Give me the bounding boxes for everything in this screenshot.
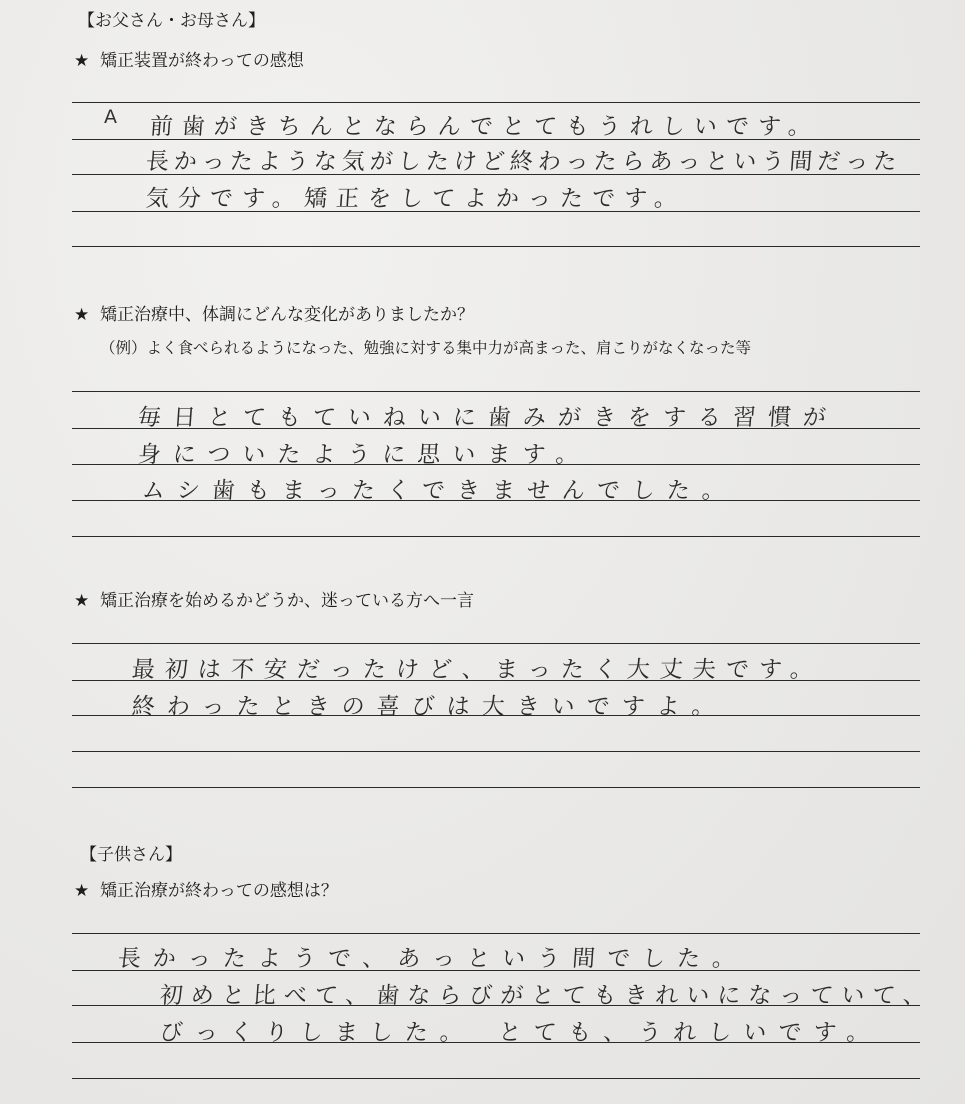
answer-line [72, 246, 920, 247]
handwritten-answer-line: 終わったときの喜びは大きいですよ。 [130, 694, 728, 720]
handwritten-answer-line: 最初は不安だったけど、まったく大丈夫です。 [130, 657, 824, 683]
handwritten-answer-line: ムシ歯もまったくできませんでした。 [140, 478, 738, 504]
answer-line [72, 787, 920, 788]
answer-line [72, 1078, 920, 1079]
handwritten-answer-line: 身についたように思います。 [136, 442, 592, 468]
handwritten-answer-line: 長かったようで、あっという間でした。 [116, 946, 749, 972]
handwritten-answer-line: びっくりしました。 とても、うれしいです。 [158, 1020, 883, 1046]
star-icon: ★ [74, 305, 90, 325]
handwritten-answer-line: 初めと比べて、歯ならびがとてもきれいになっていて、 [158, 983, 935, 1009]
answer-line [72, 933, 920, 934]
question-text: 矯正治療が終わっての感想は？ [100, 881, 338, 901]
section-header-children: 【子供さん】 [80, 845, 182, 865]
handwritten-answer-line: 前歯がきちんとならんでとてもうれしいです。 [148, 114, 821, 140]
question-example: （例）よく食べられるようになった、勉強に対する集中力が高まった、肩こりがなくなった等 [100, 339, 752, 357]
question-parents-2 [74, 300, 474, 325]
question-text: 矯正治療中、体調にどんな変化がありましたか？ [100, 305, 474, 325]
question-parents-3 [74, 586, 474, 611]
handwritten-answer-line: 毎日とてもていねいに歯みがきをする習慣が [136, 405, 839, 431]
answer-line [72, 751, 920, 752]
handwritten-answer-line: 気分です。矯正をしてよかったです。 [144, 186, 688, 212]
question-children-1 [74, 876, 338, 901]
answer-line [72, 391, 920, 392]
answer-line [72, 102, 920, 103]
question-text: 矯正治療を始めるかどうか、迷っている方へ一言 [100, 591, 474, 611]
answer-mark: A [104, 106, 117, 128]
star-icon: ★ [74, 591, 90, 611]
question-parents-1 [74, 46, 304, 71]
star-icon: ★ [74, 881, 90, 901]
answer-line [72, 643, 920, 644]
question-text: 矯正装置が終わっての感想 [100, 51, 304, 71]
handwritten-answer-line: 長かったような気がしたけど終わったらあっという間だった [144, 149, 903, 175]
section-header-parents: 【お父さん・お母さん】 [78, 11, 265, 31]
answer-line [72, 536, 920, 537]
star-icon: ★ [74, 51, 90, 71]
